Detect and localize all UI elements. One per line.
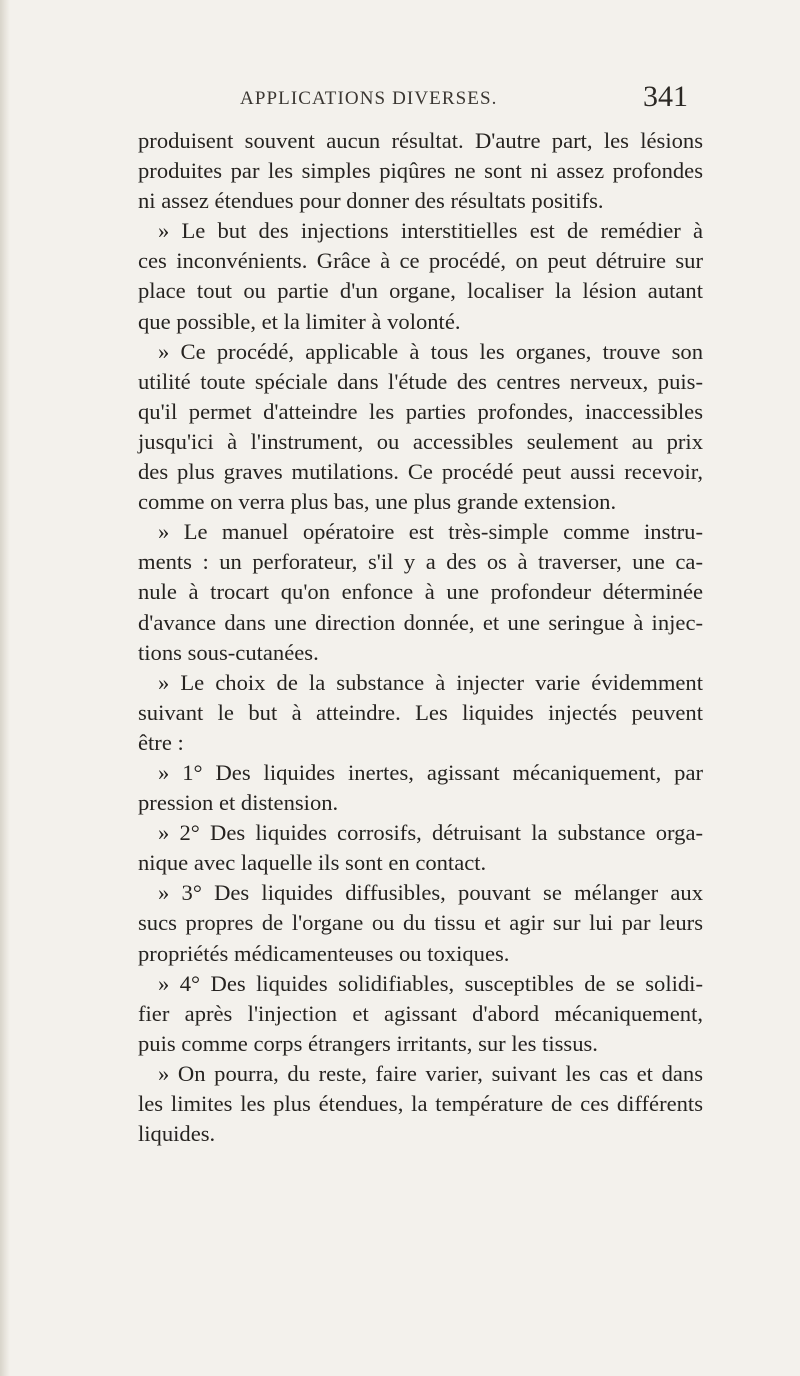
text-line: liquides. bbox=[138, 1121, 216, 1147]
text-line: utilité toute spéciale dans l'étude des centres nerveux, puis- bbox=[138, 368, 703, 394]
text-line: nique avec laquelle ils sont en contact. bbox=[138, 850, 487, 876]
text-line: » On pourra, du reste, faire varier, suivant les cas et dans bbox=[158, 1060, 703, 1086]
text-line: que possible, et la limiter à volonté. bbox=[138, 308, 461, 334]
page-binding-edge bbox=[0, 0, 10, 1376]
text-line: » 4° Des liquides solidifiables, susceptibles de se solidi- bbox=[158, 970, 703, 996]
text-line: comme on verra plus bas, une plus grande extension. bbox=[138, 489, 617, 515]
text-line: » Le but des injections interstitielles est de remédier à bbox=[158, 218, 703, 244]
running-title: APPLICATIONS DIVERSES. bbox=[240, 88, 498, 109]
text-line: » 3° Des liquides diffusibles, pouvant se mélanger aux bbox=[158, 880, 703, 906]
text-line: » 2° Des liquides corrosifs, détruisant la substance orga- bbox=[158, 820, 703, 846]
text-line: ces inconvénients. Grâce à ce procédé, on peut détruire sur bbox=[138, 248, 703, 274]
text-line: suivant le but à atteindre. Les liquides injectés peuvent bbox=[138, 699, 703, 725]
body-text bbox=[138, 126, 703, 1149]
text-line: ni assez étendues pour donner des résultats positifs. bbox=[138, 188, 604, 214]
text-line: » 1° Des liquides inertes, agissant mécaniquement, par bbox=[158, 759, 703, 785]
text-line: les limites les plus étendues, la température de ces différents bbox=[138, 1091, 703, 1116]
page-number: 341 bbox=[643, 80, 688, 113]
page-header bbox=[0, 80, 800, 112]
text-line: produites par les simples piqûres ne sont ni assez profondes bbox=[138, 158, 703, 184]
text-line: des plus graves mutilations. Ce procédé peut aussi recevoir, bbox=[138, 459, 703, 485]
text-line: pression et distension. bbox=[138, 790, 339, 816]
text-line: produisent souvent aucun résultat. D'autre part, les lésions bbox=[138, 128, 703, 153]
text-line: qu'il permet d'atteindre les parties profondes, inaccessibles bbox=[138, 398, 703, 424]
text-line: ments : un perforateur, s'il y a des os à traverser, une ca- bbox=[138, 549, 703, 575]
text-line: puis comme corps étrangers irritants, sur les tissus. bbox=[138, 1030, 598, 1056]
text-line: jusqu'ici à l'instrument, ou accessibles seulement au prix bbox=[138, 428, 703, 454]
text-line: » Le choix de la substance à injecter varie évidemment bbox=[158, 669, 703, 695]
text-line: propriétés médicamenteuses ou toxiques. bbox=[138, 940, 510, 966]
text-line: tions sous-cutanées. bbox=[138, 639, 319, 665]
text-line: » Le manuel opératoire est très-simple comme instru- bbox=[158, 519, 703, 545]
text-line: fier après l'injection et agissant d'abord mécaniquement, bbox=[138, 1000, 703, 1026]
text-line: place tout ou partie d'un organe, localiser la lésion autant bbox=[138, 278, 703, 304]
text-line: sucs propres de l'organe ou du tissu et agir sur lui par leurs bbox=[138, 910, 703, 936]
text-line: d'avance dans une direction donnée, et une seringue à injec- bbox=[138, 609, 703, 635]
text-line: nule à trocart qu'on enfonce à une profondeur déterminée bbox=[138, 579, 703, 605]
text-line: » Ce procédé, applicable à tous les organes, trouve son bbox=[158, 338, 703, 364]
text-line: être : bbox=[138, 729, 184, 755]
